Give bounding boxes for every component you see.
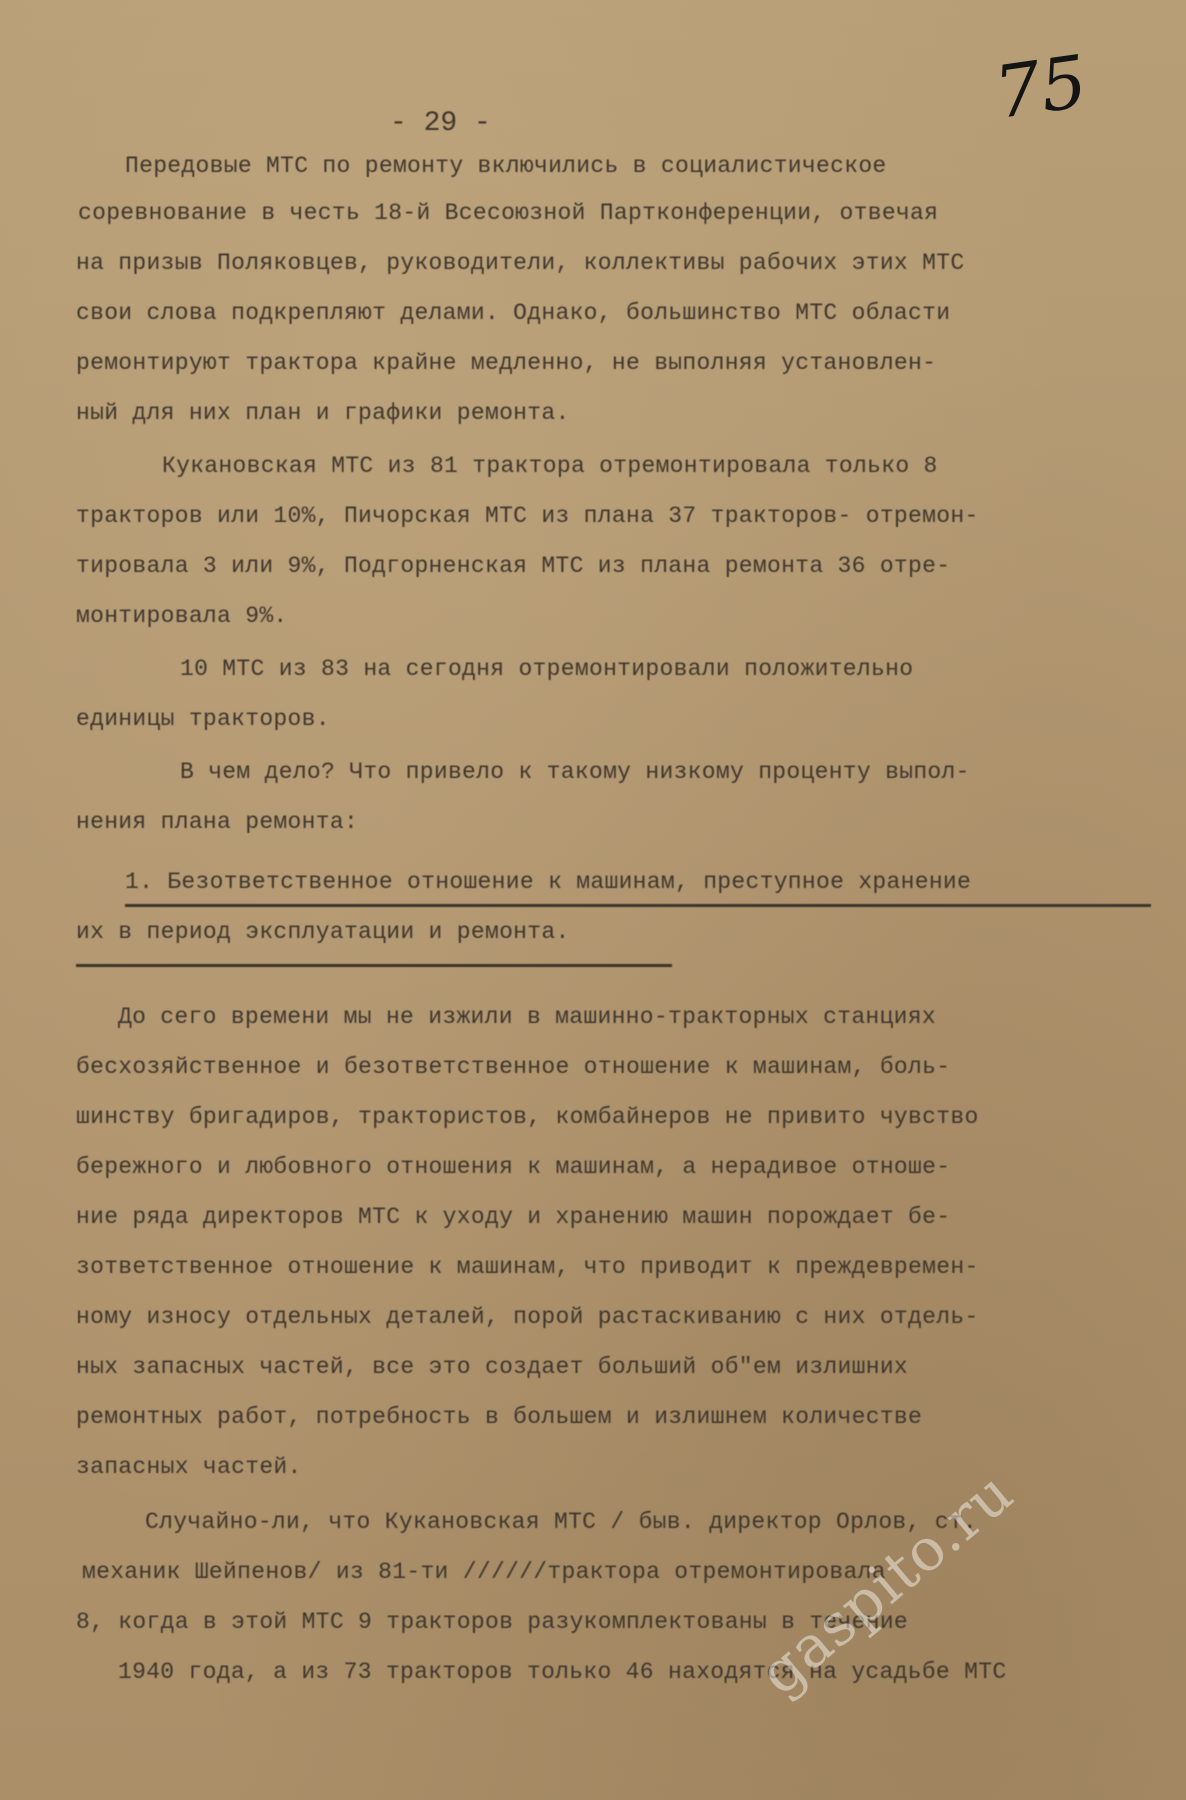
watermark: gaspito.ru: [746, 1458, 1026, 1708]
text-line: ному износу отдельных деталей, порой растаскиванию с них отдель-: [76, 1304, 979, 1330]
text-line: на призыв Поляковцев, руководители, коллективы рабочих этих МТС: [76, 250, 965, 276]
text-line: соревнование в честь 18-й Всесоюзной Партконференции, отвечая: [78, 200, 939, 226]
text-line: Случайно-ли, что Кукановская МТС / быв. директор Орлов, ст.: [145, 1509, 978, 1535]
archive-page-number: 75: [989, 39, 1093, 135]
text-line: В чем дело? Что привело к такому низкому проценту выпол-: [180, 759, 970, 785]
text-line: бесхозяйственное и безответственное отношение к машинам, боль-: [76, 1054, 951, 1080]
text-line: ных запасных частей, все это создает больший об"ем излишних: [76, 1354, 909, 1380]
text-line: тракторов или 10%, Пичорская МТС из плана 37 тракторов- отремон-: [76, 503, 979, 529]
text-line: монтировала 9%.: [76, 603, 288, 629]
text-line: Передовые МТС по ремонту включились в социалистическое: [125, 153, 887, 179]
text-line: механик Шейпенов/ из 81-ти //////трактора отремонтировала: [82, 1559, 886, 1585]
section-heading-line: 1. Безответственное отношение к машинам, преступное хранение: [125, 869, 972, 895]
text-line: 8, когда в этой МТС 9 тракторов разукомплектованы в течение: [76, 1609, 909, 1635]
text-line: 10 МТС из 83 на сегодня отремонтировали положительно: [180, 656, 914, 682]
text-line: запасных частей.: [76, 1454, 302, 1480]
text-line: До сего времени мы не изжили в машинно-тракторных станциях: [118, 1004, 936, 1030]
text-line: Кукановская МТС из 81 трактора отремонтировала только 8: [162, 453, 938, 479]
text-line: нения плана ремонта:: [76, 809, 359, 835]
heading-underline: [125, 904, 1151, 907]
section-heading-line: их в период эксплуатации и ремонта.: [76, 919, 570, 945]
text-line: свои слова подкрепляют делами. Однако, большинство МТС области: [76, 300, 951, 326]
page-number: - 29 -: [390, 108, 491, 139]
text-line: ный для них план и графики ремонта.: [76, 400, 570, 426]
text-line: бережного и любовного отношения к машинам, а нерадивое отноше-: [76, 1154, 951, 1180]
text-line: тировала 3 или 9%, Подгорненская МТС из плана ремонта 36 отре-: [76, 553, 951, 579]
text-line: 1940 года, а из 73 тракторов только 46 находятся на усадьбе МТС: [118, 1659, 1007, 1685]
text-line: ремонтируют трактора крайне медленно, не выполняя установлен-: [76, 350, 937, 376]
heading-underline: [76, 964, 672, 967]
text-line: зответственное отношение к машинам, что приводит к преждевремен-: [76, 1254, 979, 1280]
text-line: единицы тракторов.: [76, 706, 330, 732]
text-line: шинству бригадиров, трактористов, комбайнеров не привито чувство: [76, 1104, 979, 1130]
text-line: ние ряда директоров МТС к уходу и хранению машин порождает бе-: [76, 1204, 951, 1230]
text-line: ремонтных работ, потребность в большем и излишнем количестве: [76, 1404, 923, 1430]
